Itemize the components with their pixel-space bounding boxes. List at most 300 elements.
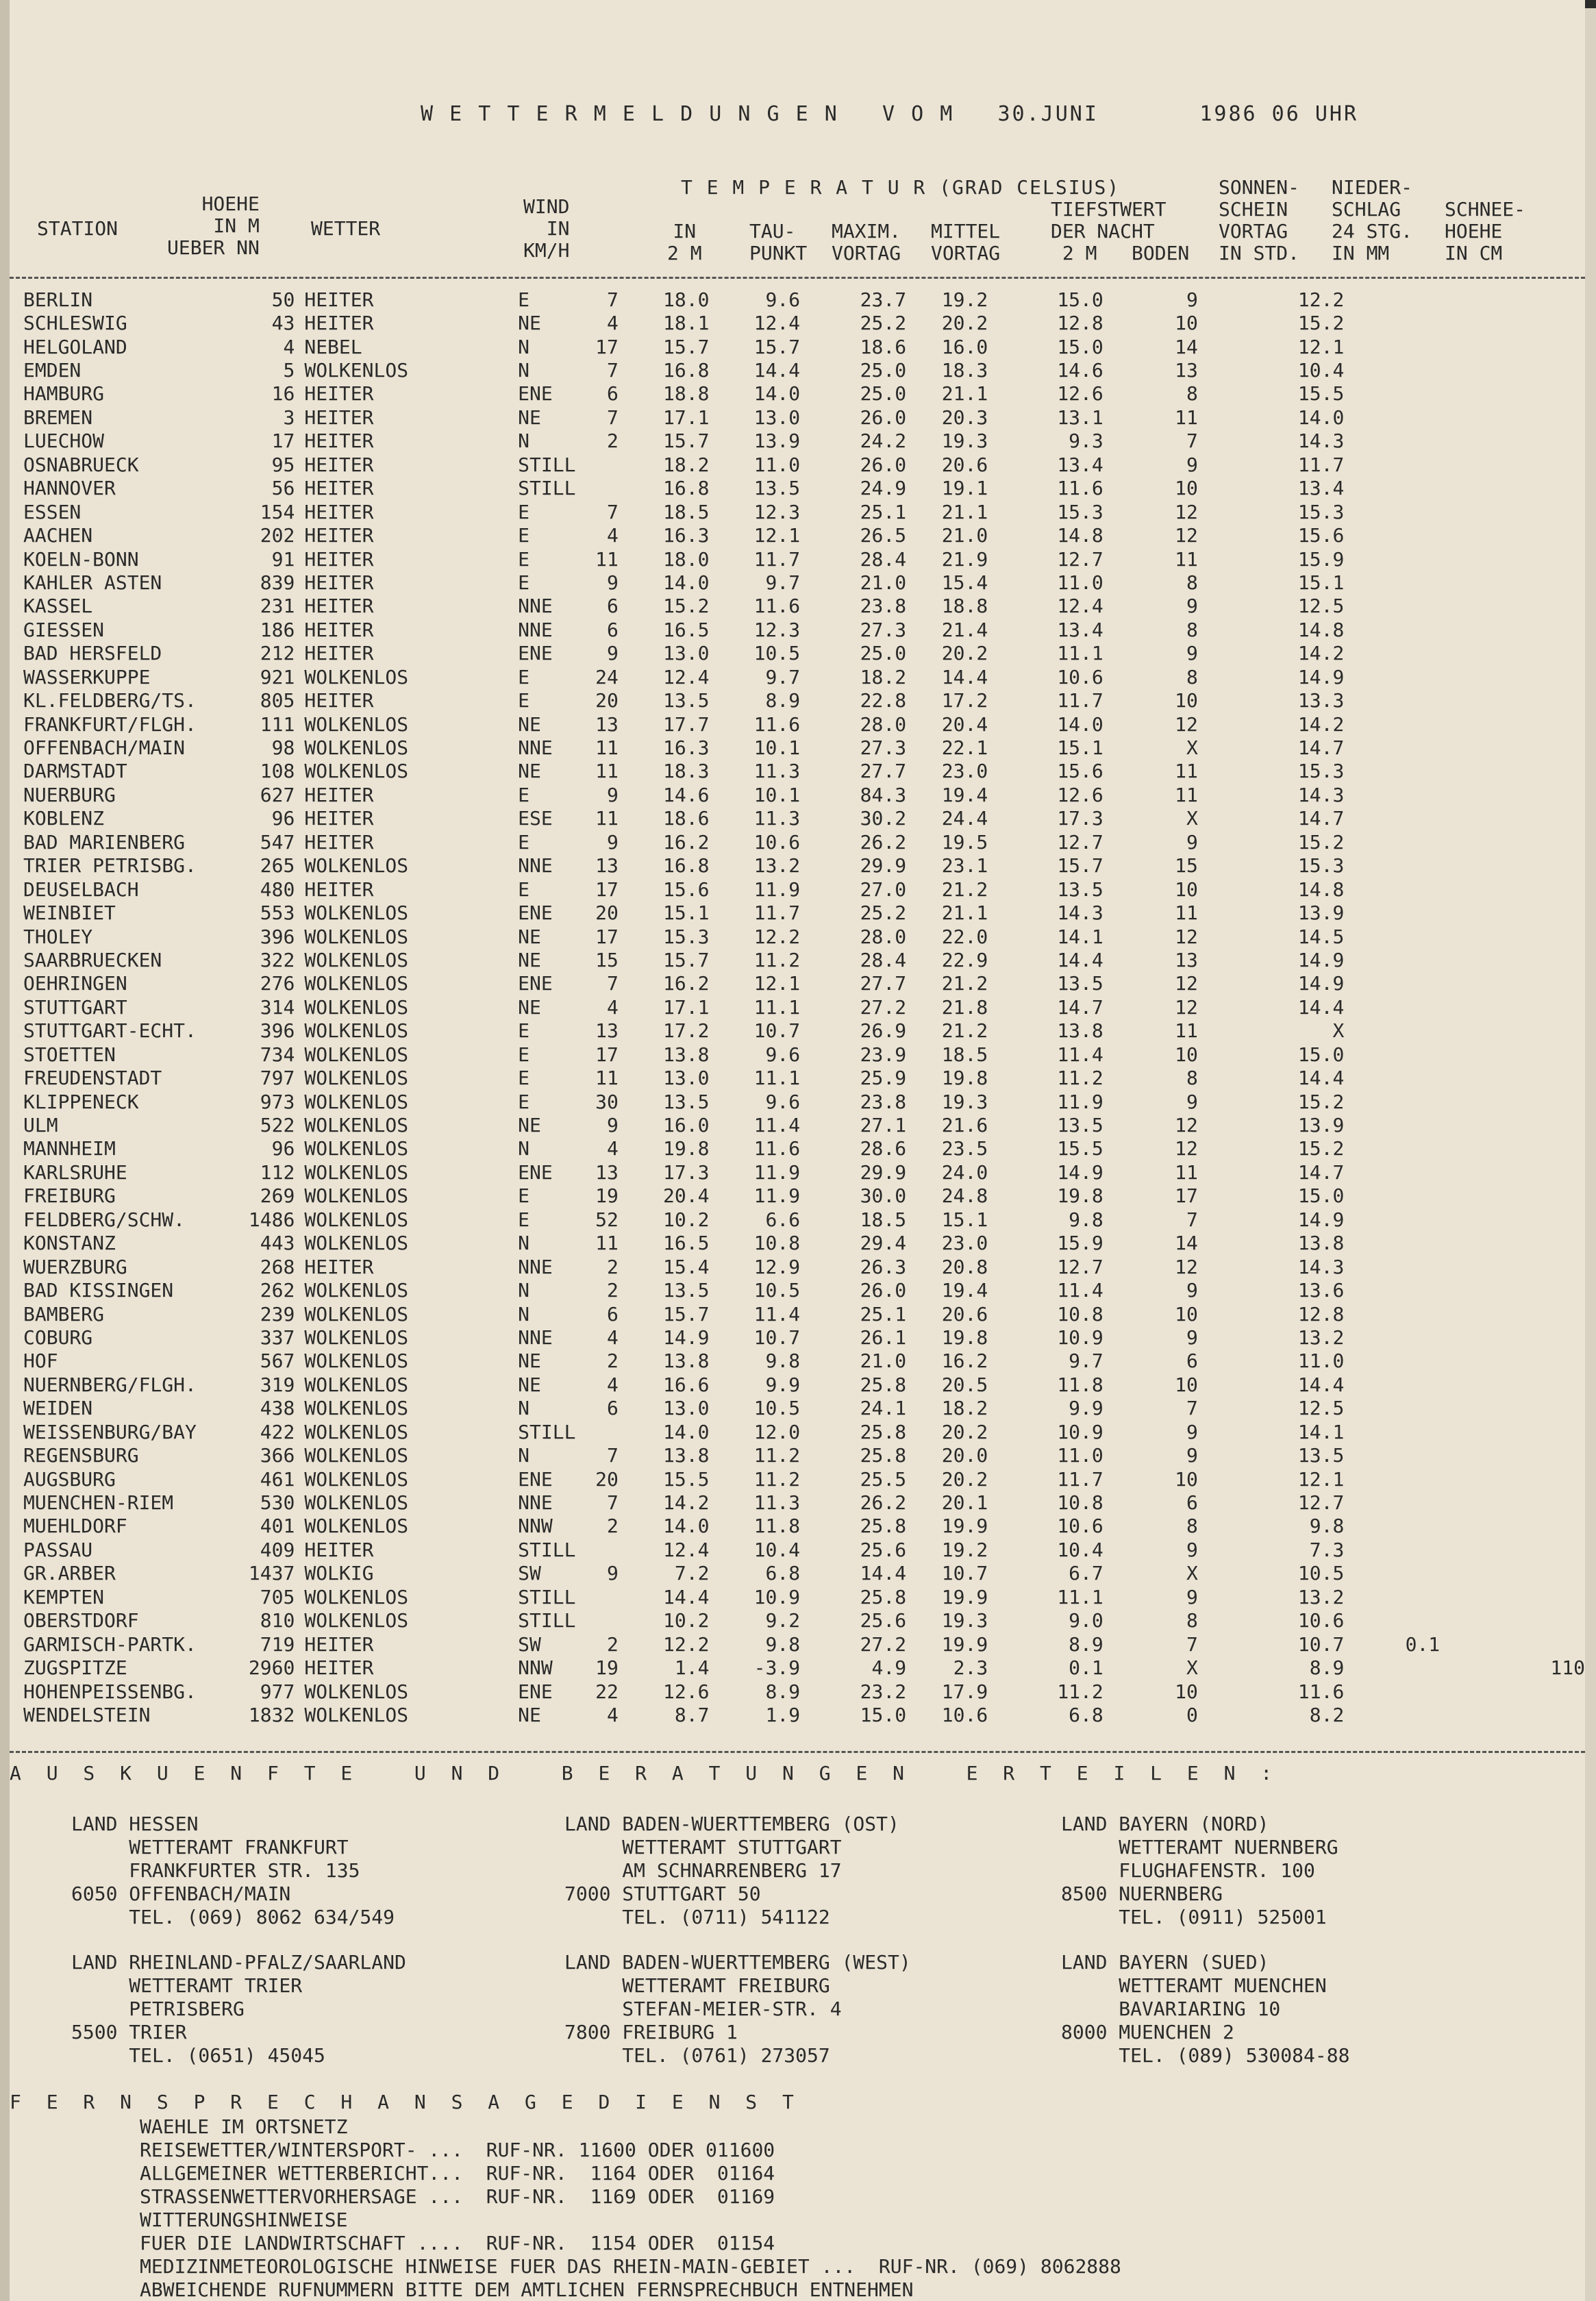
cell-tiefst-2m: 11.9 [1057, 1090, 1104, 1113]
cell-hoehe: 5 [283, 359, 295, 382]
table-row [23, 618, 1585, 641]
cell-temp-2m: 15.3 [663, 925, 710, 948]
cell-schneehoehe [1440, 1090, 1585, 1113]
cell-temp-2m: 15.2 [663, 595, 710, 618]
cell-schneehoehe [1440, 477, 1585, 500]
cell-hoehe: 154 [260, 500, 295, 523]
cell-schneehoehe [1440, 1538, 1585, 1561]
cell-tiefst-boden: 10 [1175, 1467, 1198, 1491]
cell-wind-speed: 11 [595, 1067, 619, 1090]
cell-mittel-vortag: 19.4 [941, 1279, 988, 1302]
cell-wind-speed: 17 [595, 925, 619, 948]
cell-wind-dir: E [518, 689, 530, 712]
cell-niederschlag [1344, 712, 1440, 736]
cell-wind-dir: E [518, 1067, 530, 1090]
cell-wind-dir: NNE [518, 595, 553, 618]
cell-hoehe: 396 [260, 1019, 295, 1043]
cell-taupunkt: 12.3 [753, 500, 801, 523]
cell-wind-dir: STILL [518, 1538, 576, 1561]
cell-wind-dir: SW [518, 1562, 541, 1585]
cell-tiefst-2m: 10.8 [1057, 1491, 1104, 1515]
cell-max-vortag: 30.0 [860, 1184, 907, 1208]
cell-mittel-vortag: 18.5 [941, 1043, 988, 1066]
cell-tiefst-2m: 17.3 [1057, 807, 1104, 830]
cell-taupunkt: 10.4 [753, 1538, 801, 1561]
cell-tiefst-2m: 19.8 [1057, 1184, 1104, 1208]
cell-wind-speed: 19 [595, 1656, 619, 1680]
table-row [23, 1326, 1585, 1349]
cell-wind-dir: NE [518, 925, 541, 948]
cell-max-vortag: 25.1 [860, 1302, 907, 1326]
cell-hoehe: 319 [260, 1373, 295, 1396]
cell-taupunkt: 11.1 [753, 995, 801, 1019]
cell-sonnenschein: 14.3 [1297, 430, 1345, 453]
cell-schneehoehe [1440, 783, 1585, 806]
cell-tiefst-2m: 9.3 [1069, 430, 1104, 453]
cell-taupunkt: 11.4 [753, 1302, 801, 1326]
cell-wind-dir: N [518, 1279, 530, 1302]
cell-wind-dir: E [518, 524, 530, 547]
cell-wetter: WOLKENLOS [304, 1067, 409, 1090]
cell-niederschlag [1344, 1656, 1440, 1679]
cell-tiefst-2m: 15.9 [1057, 1232, 1104, 1255]
cell-wetter: WOLKENLOS [304, 1160, 409, 1184]
cell-station: STUTTGART [23, 995, 127, 1019]
cell-station: BERLIN [23, 288, 93, 311]
cell-wetter: WOLKENLOS [304, 1609, 409, 1632]
cell-sonnenschein: 8.2 [1309, 1703, 1345, 1726]
cell-wetter: WOLKENLOS [304, 901, 409, 925]
cell-wind-dir: NE [518, 1703, 541, 1726]
cell-niederschlag [1344, 736, 1440, 759]
cell-niederschlag [1344, 1467, 1440, 1491]
cell-mittel-vortag: 19.3 [941, 1090, 988, 1113]
cell-station: FRANKFURT/FLGH. [23, 712, 197, 736]
header-maxim: MAXIM. VORTAG [832, 220, 901, 264]
cell-tiefst-2m: 13.5 [1057, 878, 1104, 901]
cell-schneehoehe [1440, 1632, 1585, 1656]
cell-mittel-vortag: 20.6 [941, 1302, 988, 1326]
cell-wetter: WOLKENLOS [304, 1043, 409, 1066]
cell-temp-2m: 15.7 [663, 430, 710, 453]
cell-station: OFFENBACH/MAIN [23, 736, 186, 760]
cell-taupunkt: 10.1 [753, 736, 801, 760]
table-row [23, 1184, 1585, 1208]
cell-sonnenschein: 8.9 [1309, 1656, 1345, 1680]
cell-wind-dir: N [518, 1232, 530, 1255]
cell-tiefst-2m: 10.6 [1057, 665, 1104, 688]
cell-taupunkt: 8.9 [765, 1680, 801, 1703]
cell-schneehoehe [1440, 1703, 1585, 1726]
cell-sonnenschein: 15.3 [1297, 500, 1345, 523]
cell-wind-speed: 9 [607, 642, 619, 665]
cell-temp-2m: 16.8 [663, 477, 710, 500]
cell-taupunkt: 14.4 [753, 359, 801, 382]
cell-hoehe: 2960 [248, 1656, 295, 1680]
cell-mittel-vortag: 21.6 [941, 1114, 988, 1137]
cell-wetter: HEITER [304, 783, 374, 806]
cell-niederschlag [1344, 948, 1440, 971]
cell-niederschlag [1344, 1397, 1440, 1420]
cell-wind-speed: 4 [607, 995, 619, 1019]
cell-hoehe: 1832 [248, 1703, 295, 1726]
cell-tiefst-boden: 8 [1186, 1515, 1198, 1538]
cell-sonnenschein: 13.9 [1297, 1114, 1345, 1137]
cell-max-vortag: 29.9 [860, 854, 907, 878]
cell-mittel-vortag: 10.7 [941, 1562, 988, 1585]
table-row [23, 1137, 1585, 1160]
cell-sonnenschein: 14.8 [1297, 618, 1345, 641]
cell-tiefst-boden: 11 [1175, 1019, 1198, 1043]
cell-hoehe: 16 [271, 382, 295, 406]
cell-temp-2m: 15.1 [663, 901, 710, 925]
cell-taupunkt: 9.6 [765, 288, 801, 311]
cell-taupunkt: 11.9 [753, 1184, 801, 1208]
cell-schneehoehe [1440, 1585, 1585, 1608]
cell-hoehe: 265 [260, 854, 295, 878]
table-row [23, 1703, 1585, 1726]
cell-niederschlag [1344, 807, 1440, 830]
cell-tiefst-boden: 8 [1186, 618, 1198, 641]
table-row [23, 1538, 1585, 1561]
cell-taupunkt: 11.7 [753, 901, 801, 925]
table-row [23, 1113, 1585, 1136]
cell-mittel-vortag: 21.0 [941, 524, 988, 547]
table-row [23, 688, 1585, 712]
cell-niederschlag [1344, 1090, 1440, 1113]
cell-wind-speed: 9 [607, 1114, 619, 1137]
cell-station: HELGOLAND [23, 335, 127, 358]
cell-wind-speed: 20 [595, 689, 619, 712]
cell-tiefst-boden: 6 [1186, 1349, 1198, 1373]
cell-hoehe: 314 [260, 995, 295, 1019]
cell-wind-dir: STILL [518, 477, 576, 500]
cell-tiefst-boden: X [1186, 807, 1198, 830]
cell-max-vortag: 27.7 [860, 760, 907, 783]
cell-schneehoehe [1440, 1184, 1585, 1208]
cell-schneehoehe [1440, 500, 1585, 523]
cell-wind-speed: 9 [607, 830, 619, 854]
cell-hoehe: 530 [260, 1491, 295, 1515]
cell-max-vortag: 25.8 [860, 1585, 907, 1608]
cell-mittel-vortag: 24.4 [941, 807, 988, 830]
table-row [23, 1160, 1585, 1184]
cell-hoehe: 56 [271, 477, 295, 500]
cell-tiefst-2m: 9.0 [1069, 1609, 1104, 1632]
cell-sonnenschein: 15.2 [1297, 1137, 1345, 1160]
cell-hoehe: 17 [271, 430, 295, 453]
cell-sonnenschein: 15.3 [1297, 760, 1345, 783]
cell-station: HANNOVER [23, 477, 116, 500]
cell-wind-speed: 4 [607, 1373, 619, 1396]
cell-sonnenschein: 14.9 [1297, 972, 1345, 995]
cell-temp-2m: 17.1 [663, 995, 710, 1019]
cell-hoehe: 705 [260, 1585, 295, 1608]
cell-tiefst-2m: 11.1 [1057, 642, 1104, 665]
header-niederschlag: NIEDER- SCHLAG 24 STG. IN MM [1332, 176, 1413, 264]
cell-tiefst-boden: 13 [1175, 359, 1198, 382]
address-bw-west: LAND BADEN-WUERTTEMBERG (WEST) WETTERAMT FREIBURG STEFAN-MEIER-STR. 4 7800 FREIBURG 1 TEL. (0761) 273057 [564, 1951, 911, 2067]
cell-tiefst-2m: 12.7 [1057, 830, 1104, 854]
cell-hoehe: 461 [260, 1467, 295, 1491]
cell-sonnenschein: 11.6 [1297, 1680, 1345, 1703]
cell-hoehe: 805 [260, 689, 295, 712]
cell-hoehe: 366 [260, 1444, 295, 1467]
cell-sonnenschein: 14.4 [1297, 1373, 1345, 1396]
cell-niederschlag [1344, 595, 1440, 618]
cell-wind-speed: 2 [607, 1632, 619, 1656]
table-row [23, 1019, 1585, 1043]
cell-schneehoehe [1440, 1113, 1585, 1136]
cell-schneehoehe [1440, 807, 1585, 830]
cell-niederschlag [1344, 783, 1440, 806]
cell-temp-2m: 15.7 [663, 335, 710, 358]
cell-schneehoehe [1440, 595, 1585, 618]
cell-wind-dir: N [518, 430, 530, 453]
table-row [23, 783, 1585, 806]
cell-station: MUEHLDORF [23, 1515, 127, 1538]
header-divider [10, 277, 1585, 279]
cell-schneehoehe [1440, 1467, 1585, 1491]
cell-wind-speed: 9 [607, 1562, 619, 1585]
cell-niederschlag [1344, 288, 1440, 311]
cell-sonnenschein: 11.7 [1297, 453, 1345, 476]
cell-schneehoehe [1440, 948, 1585, 971]
cell-wind-dir: STILL [518, 1585, 576, 1608]
cell-max-vortag: 26.1 [860, 1326, 907, 1349]
cell-max-vortag: 26.0 [860, 453, 907, 476]
cell-station: DARMSTADT [23, 760, 127, 783]
cell-mittel-vortag: 19.9 [941, 1515, 988, 1538]
cell-tiefst-2m: 6.7 [1069, 1562, 1104, 1585]
cell-temp-2m: 13.0 [663, 1397, 710, 1420]
cell-wetter: HEITER [304, 1632, 374, 1656]
cell-max-vortag: 18.2 [860, 665, 907, 688]
cell-taupunkt: 10.7 [753, 1019, 801, 1043]
cell-schneehoehe [1440, 1420, 1585, 1443]
cell-station: KOBLENZ [23, 807, 105, 830]
cell-max-vortag: 27.2 [860, 995, 907, 1019]
cell-hoehe: 202 [260, 524, 295, 547]
table-row [23, 1373, 1585, 1396]
cell-wetter: HEITER [304, 500, 374, 523]
cell-niederschlag [1344, 1302, 1440, 1326]
cell-wetter: WOLKENLOS [304, 1680, 409, 1703]
cell-wind-speed: 6 [607, 595, 619, 618]
cell-schneehoehe [1440, 1491, 1585, 1514]
cell-schneehoehe [1440, 1562, 1585, 1585]
cell-wetter: HEITER [304, 878, 374, 901]
cell-hoehe: 108 [260, 760, 295, 783]
cell-max-vortag: 25.8 [860, 1515, 907, 1538]
cell-temp-2m: 18.6 [663, 807, 710, 830]
cell-mittel-vortag: 15.1 [941, 1208, 988, 1231]
cell-tiefst-2m: 9.8 [1069, 1208, 1104, 1231]
cell-temp-2m: 14.2 [663, 1491, 710, 1515]
cell-niederschlag [1344, 1326, 1440, 1349]
cell-max-vortag: 26.3 [860, 1255, 907, 1278]
table-row [23, 547, 1585, 571]
cell-niederschlag [1344, 1515, 1440, 1538]
cell-schneehoehe [1440, 1137, 1585, 1160]
cell-wetter: WOLKENLOS [304, 1444, 409, 1467]
cell-hoehe: 262 [260, 1279, 295, 1302]
cell-taupunkt: 11.6 [753, 712, 801, 736]
cell-wetter: WOLKENLOS [304, 1090, 409, 1113]
cell-max-vortag: 25.6 [860, 1538, 907, 1561]
cell-temp-2m: 18.0 [663, 547, 710, 571]
cell-taupunkt: 12.1 [753, 972, 801, 995]
cell-hoehe: 96 [271, 807, 295, 830]
cell-niederschlag [1344, 1373, 1440, 1396]
cell-tiefst-boden: 10 [1175, 1373, 1198, 1396]
cell-schneehoehe [1440, 1043, 1585, 1066]
cell-niederschlag [1344, 1278, 1440, 1302]
table-row [23, 453, 1585, 476]
cell-niederschlag [1344, 688, 1440, 712]
cell-tiefst-boden: 13 [1175, 948, 1198, 971]
cell-temp-2m: 14.4 [663, 1585, 710, 1608]
cell-wetter: HEITER [304, 618, 374, 641]
cell-wetter: HEITER [304, 571, 374, 594]
cell-wind-dir: ENE [518, 382, 553, 406]
cell-wetter: HEITER [304, 1656, 374, 1680]
cell-schneehoehe [1440, 1278, 1585, 1302]
cell-wind-dir: E [518, 830, 530, 854]
cell-tiefst-boden: 7 [1186, 1397, 1198, 1420]
cell-station: WENDELSTEIN [23, 1703, 151, 1726]
cell-tiefst-2m: 10.6 [1057, 1515, 1104, 1538]
cell-hoehe: 91 [271, 547, 295, 571]
cell-sonnenschein: 13.2 [1297, 1585, 1345, 1608]
table-row [23, 595, 1585, 618]
cell-station: THOLEY [23, 925, 93, 948]
header-wind: WIND IN KM/H [523, 195, 570, 262]
cell-schneehoehe [1440, 878, 1585, 901]
cell-hoehe: 231 [260, 595, 295, 618]
cell-tiefst-boden: 15 [1175, 854, 1198, 878]
cell-max-vortag: 84.3 [860, 783, 907, 806]
cell-tiefst-2m: 10.8 [1057, 1302, 1104, 1326]
cell-sonnenschein: 7.3 [1309, 1538, 1345, 1561]
cell-station: SAARBRUECKEN [23, 948, 162, 971]
cell-sonnenschein: 13.3 [1297, 689, 1345, 712]
cell-sonnenschein: 12.1 [1297, 1467, 1345, 1491]
cell-mittel-vortag: 22.1 [941, 736, 988, 760]
cell-wind-speed: 15 [595, 948, 619, 971]
cell-wind-dir: NE [518, 995, 541, 1019]
cell-wind-dir: ENE [518, 901, 553, 925]
cell-taupunkt: 11.6 [753, 595, 801, 618]
cell-wetter: WOLKENLOS [304, 925, 409, 948]
cell-wetter: WOLKENLOS [304, 1137, 409, 1160]
cell-tiefst-boden: 10 [1175, 1043, 1198, 1066]
cell-wetter: WOLKENLOS [304, 948, 409, 971]
cell-tiefst-2m: 15.5 [1057, 1137, 1104, 1160]
table-row [23, 1680, 1585, 1703]
cell-sonnenschein: 10.6 [1297, 1609, 1345, 1632]
cell-schneehoehe [1440, 854, 1585, 878]
cell-station: BAD KISSINGEN [23, 1279, 174, 1302]
cell-temp-2m: 16.5 [663, 618, 710, 641]
cell-wind-speed: 9 [607, 783, 619, 806]
cell-taupunkt: 11.1 [753, 1067, 801, 1090]
cell-sonnenschein: 14.2 [1297, 642, 1345, 665]
cell-schneehoehe [1440, 406, 1585, 429]
cell-hoehe: 839 [260, 571, 295, 594]
cell-taupunkt: 6.6 [765, 1208, 801, 1231]
cell-niederschlag [1344, 878, 1440, 901]
cell-wetter: HEITER [304, 830, 374, 854]
cell-station: KEMPTEN [23, 1585, 105, 1608]
cell-taupunkt: 11.9 [753, 878, 801, 901]
cell-max-vortag: 25.8 [860, 1373, 907, 1396]
cell-station: HOHENPEISSENBG. [23, 1680, 197, 1703]
cell-wind-speed: 17 [595, 1043, 619, 1066]
cell-wind-speed: 2 [607, 1255, 619, 1278]
cell-max-vortag: 24.2 [860, 430, 907, 453]
cell-niederschlag [1344, 1538, 1440, 1561]
cell-taupunkt: 13.5 [753, 477, 801, 500]
cell-temp-2m: 12.4 [663, 1538, 710, 1561]
cell-niederschlag [1344, 925, 1440, 948]
cell-wind-speed: 20 [595, 901, 619, 925]
cell-sonnenschein: 15.5 [1297, 382, 1345, 406]
cell-mittel-vortag: 14.4 [941, 665, 988, 688]
cell-wetter: HEITER [304, 430, 374, 453]
cell-wind-speed: 7 [607, 972, 619, 995]
cell-wetter: WOLKENLOS [304, 995, 409, 1019]
cell-taupunkt: 11.3 [753, 760, 801, 783]
cell-hoehe: 322 [260, 948, 295, 971]
cell-wetter: HEITER [304, 642, 374, 665]
table-row [23, 335, 1585, 358]
cell-tiefst-2m: 15.3 [1057, 500, 1104, 523]
cell-temp-2m: 12.6 [663, 1680, 710, 1703]
cell-taupunkt: 10.5 [753, 642, 801, 665]
cell-mittel-vortag: 19.8 [941, 1067, 988, 1090]
cell-sonnenschein: 12.1 [1297, 335, 1345, 358]
cell-tiefst-boden: 12 [1175, 500, 1198, 523]
cell-tiefst-boden: 10 [1175, 1302, 1198, 1326]
cell-wind-speed: 19 [595, 1184, 619, 1208]
cell-hoehe: 719 [260, 1632, 295, 1656]
cell-temp-2m: 16.3 [663, 524, 710, 547]
cell-mittel-vortag: 19.4 [941, 783, 988, 806]
cell-station: KOELN-BONN [23, 547, 139, 571]
cell-max-vortag: 28.4 [860, 547, 907, 571]
cell-niederschlag: 0.1 [1405, 1632, 1441, 1656]
cell-max-vortag: 23.7 [860, 288, 907, 311]
table-row [23, 665, 1585, 688]
cell-mittel-vortag: 19.3 [941, 1609, 988, 1632]
cell-hoehe: 522 [260, 1114, 295, 1137]
report-title: W E T T E R M E L D U N G E N V O M 30.JUNI 1986 06 UHR [421, 102, 1358, 126]
cell-taupunkt: 9.7 [765, 665, 801, 688]
cell-wind-dir: E [518, 665, 530, 688]
cell-hoehe: 239 [260, 1302, 295, 1326]
cell-tiefst-boden: 9 [1186, 1585, 1198, 1608]
cell-temp-2m: 15.4 [663, 1255, 710, 1278]
cell-wetter: WOLKENLOS [304, 1279, 409, 1302]
cell-wetter: WOLKENLOS [304, 854, 409, 878]
cell-sonnenschein: 14.3 [1297, 783, 1345, 806]
cell-schneehoehe [1440, 712, 1585, 736]
cell-temp-2m: 15.7 [663, 948, 710, 971]
cell-schneehoehe [1440, 1326, 1585, 1349]
cell-wind-dir: NE [518, 1349, 541, 1373]
cell-max-vortag: 26.5 [860, 524, 907, 547]
